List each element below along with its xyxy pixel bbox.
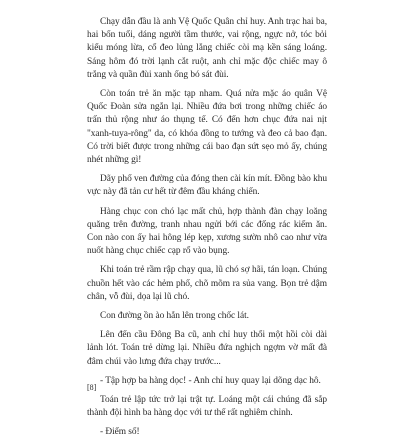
paragraph-7: Lên đến cầu Đông Ba cũ, anh chỉ huy thổi một hồi còi dài lảnh lót. Toán trẻ dừng lại. Nhiều đứa nghịch ngợm vờ mất đà đâm chúi vào lưng đứa chạy trước...: [87, 330, 327, 367]
text-column: [87, 16, 327, 445]
paragraph-8: - Tập hợp ba hàng dọc! - Anh chỉ huy quay lại dõng dạc hô.: [100, 375, 321, 386]
paragraph-10: - Điểm số!: [100, 427, 140, 438]
paragraph-6: Con đường ồn ào hẳn lên trong chốc lát.: [100, 311, 249, 322]
paragraph-3: Dãy phố ven đường của đóng then cài kín mít. Đồng bào khu vực này đã tản cư hết từ đêm đầu kháng chiến.: [87, 174, 327, 198]
paragraph-4: Hàng chục con chó lạc mất chủ, hợp thành đàn chạy loăng quăng trên đường, tranh nhau ngửi bới các đống rác kiếm ăn. Con nào con ấy hai hông lép kẹp, xương sườn nhô cao như vừa nuốt hàng chục chiếc cạp rổ vào bụng.: [87, 206, 327, 257]
paragraph-2: Còn toán trẻ ăn mặc tạp nham. Quá nửa mặc áo quân Vệ Quốc Đoàn sửa ngắn lại. Nhiều đứa bơi trong những chiếc áo trấn thủ rộng như áo thụng tế. Có đến hơn chục đứa nai nịt "xanh-tuya-rông" da, có khóa đồng to tướng và đeo cả bao đạn. Có trời biết được trong những cái bao đạn sứt sẹo mỏ ấy, chúng nhét những gì!: [87, 89, 327, 166]
paragraph-5: Khi toán trẻ rầm rập chạy qua, lũ chó sợ hãi, tán loạn. Chúng chuồn hết vào các hẻm phố, chõ mõm ra sủa vang. Bọn trẻ dậm chân, vỗ đùi, dọa lại lũ chó.: [87, 265, 327, 302]
paragraph-9: Toán trẻ lập tức trở lại trật tự. Loáng một cái chúng đã sắp thành đội hình ba hàng dọc với tư thế rất nghiêm chỉnh.: [87, 395, 327, 419]
page-number: [8]: [87, 383, 97, 392]
paragraph-1: Chạy dẫn đầu là anh Vệ Quốc Quân chỉ huy. Anh trạc hai ba, hai bốn tuổi, dáng người tầm thước, vai rộng, ngực nở, tóc bỏi kiểu móng lừa, cổ đeo lủng lẳng chiếc còi mạ kền sáng loáng. Sáng hôm đó trời lạnh cắt ruột, anh chỉ mặc độc chiếc may ô trắng và quần đùi xanh ống bó sát đùi.: [87, 17, 327, 80]
